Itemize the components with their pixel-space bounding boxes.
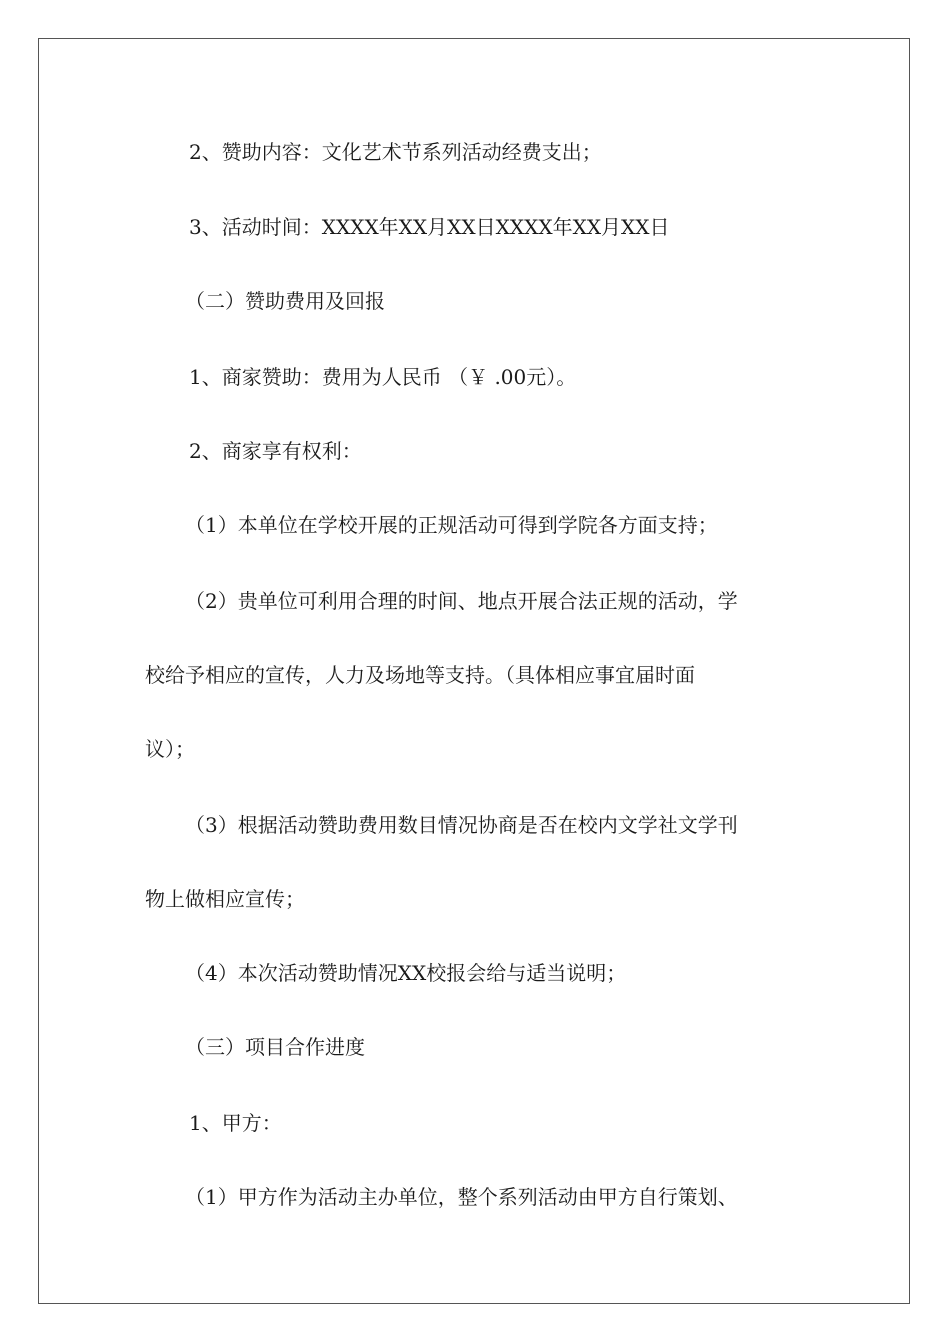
text-line: （1）本单位在学校开展的正规活动可得到学院各方面支持； <box>185 513 718 537</box>
text-line: 2、赞助内容：文化艺术节系列活动经费支出； <box>189 140 602 164</box>
section-heading: （三）项目合作进度 <box>185 1035 365 1059</box>
text-line: （3）根据活动赞助费用数目情况协商是否在校内文学社文学刊 <box>185 813 738 837</box>
text-line: 3、活动时间：XXXX年XX月XX日XXXX年XX月XX日 <box>189 215 670 239</box>
text-line: （4）本次活动赞助情况XX校报会给与适当说明； <box>185 961 627 985</box>
text-line: 2、商家享有权利： <box>189 439 362 463</box>
text-line: 校给予相应的宣传，人力及场地等支持。（具体相应事宜届时面 <box>145 663 695 687</box>
text-line: 物上做相应宣传； <box>145 887 305 911</box>
section-heading: （二）赞助费用及回报 <box>185 289 385 313</box>
text-line: 1、甲方： <box>189 1111 282 1135</box>
text-line: （1）甲方作为活动主办单位，整个系列活动由甲方自行策划、 <box>185 1185 738 1209</box>
text-line: 议）； <box>145 737 195 761</box>
text-line: 1、商家赞助：费用为人民币 （￥ .00元）。 <box>189 365 577 389</box>
text-line: （2）贵单位可利用合理的时间、地点开展合法正规的活动，学 <box>185 589 738 613</box>
